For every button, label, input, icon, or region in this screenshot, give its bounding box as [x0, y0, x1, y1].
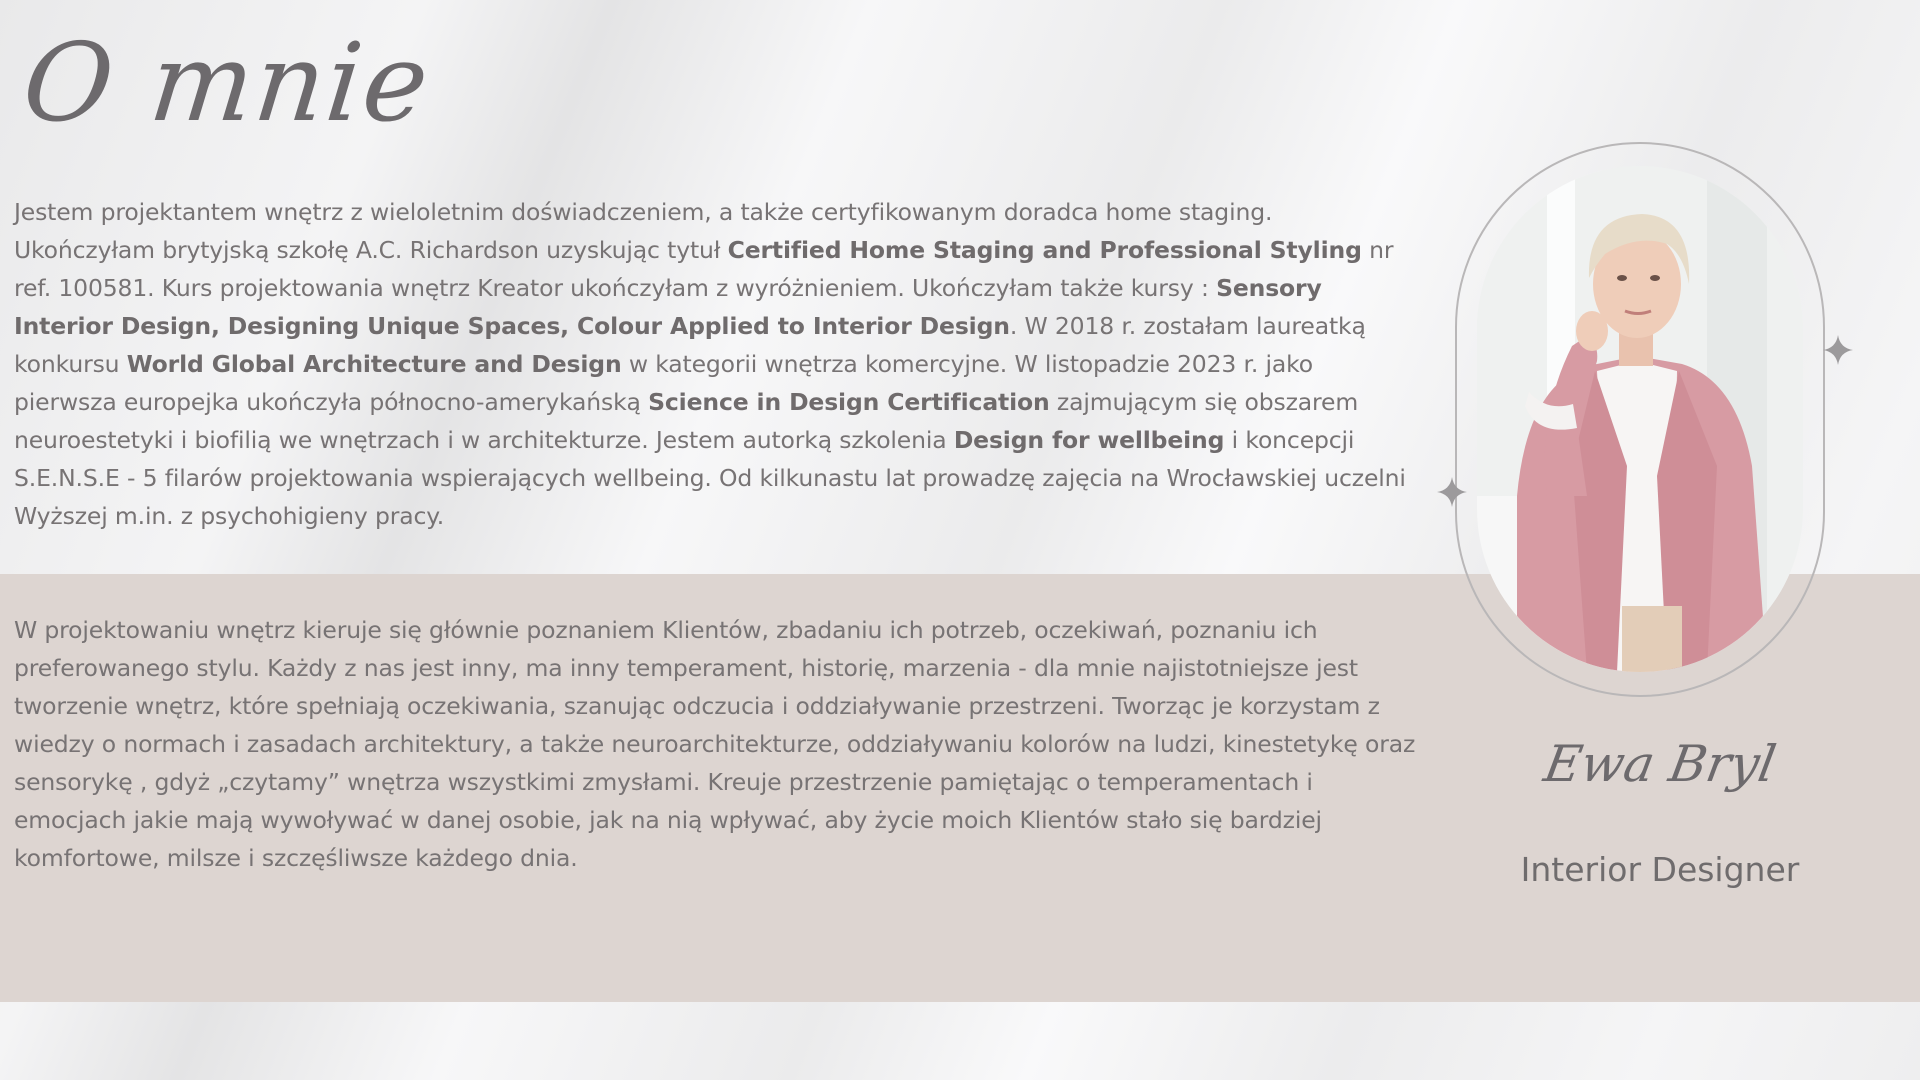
- about-paragraph-1: [14, 193, 1419, 535]
- portrait-frame: [1430, 140, 1850, 700]
- text-segment: zajmującym się obszarem neuroestetyki i biofilią we wnętrzach i w architekturze. Jestem autorką szkolenia: [14, 388, 1359, 454]
- highlight-text: Design for wellbeing: [953, 426, 1225, 454]
- text-segment: Jestem projektantem wnętrz z wieloletnim doświadczeniem, a także certyfikowanym doradca home staging. Ukończyłam brytyjską szkołę A.C. Richardson uzyskując tytuł: [14, 198, 1273, 264]
- designer-name: Ewa Bryl: [1539, 735, 1781, 793]
- highlight-text: World Global Architecture and Design: [126, 350, 622, 378]
- highlight-text: Sensory Interior Design, Designing Unique Spaces, Colour Applied to Interior Design: [14, 274, 1322, 340]
- sparkle-icon: [1437, 477, 1467, 507]
- highlight-text: Science in Design Certification: [648, 388, 1050, 416]
- text-segment: w kategorii wnętrza komercyjne. W listopadzie 2023 r. jako pierwsza europejka ukończyła północno-amerykańską: [14, 350, 1313, 416]
- sparkle-icon: [1823, 335, 1853, 365]
- text-segment: i koncepcji S.E.N.S.E - 5 filarów projektowania wspierających wellbeing. Od kilkunastu lat prowadzę zajęcia na Wrocławskiej uczelni Wyższej m.in. z psychohigieny pracy.: [14, 426, 1406, 530]
- text-segment: . W 2018 r. zostałam laureatką konkursu: [14, 312, 1366, 378]
- portrait-photo: [1477, 166, 1803, 672]
- text-segment: nr ref. 100581. Kurs projektowania wnętrz Kreator ukończyłam z wyróżnieniem. Ukończyłam także kursy :: [14, 236, 1394, 302]
- page-title: O mnie: [17, 21, 436, 146]
- designer-role: Interior Designer: [1520, 850, 1800, 889]
- about-paragraph-2: W projektowaniu wnętrz kieruje się głównie poznaniem Klientów, zbadaniu ich potrzeb, oczekiwań, poznaniu ich preferowanego stylu. Każdy z nas jest inny, ma inny temperament, historię, marzenia - dla mnie najistotniejsze jest tworzenie wnętrz, które spełniają oczekiwania, szanując odczucia i oddziaływanie przestrzeni. Tworząc je korzystam z wiedzy o normach i zasadach architektury, a także neuroarchitekturze, oddziaływaniu kolorów na ludzi, kinestetykę oraz sensorykę , gdyż „czytamy” wnętrza wszystkimi zmysłami. Kreuje przestrzenie pamiętając o temperamentach i emocjach jakie mają wywoływać w danej osobie, jak na nią wpływać, aby życie moich Klientów stało się bardziej komfortowe, milsze i szczęśliwsze każdego dnia.: [14, 616, 1416, 872]
- portrait-illustration: [1477, 166, 1803, 672]
- highlight-text: Certified Home Staging and Professional Styling: [727, 236, 1362, 264]
